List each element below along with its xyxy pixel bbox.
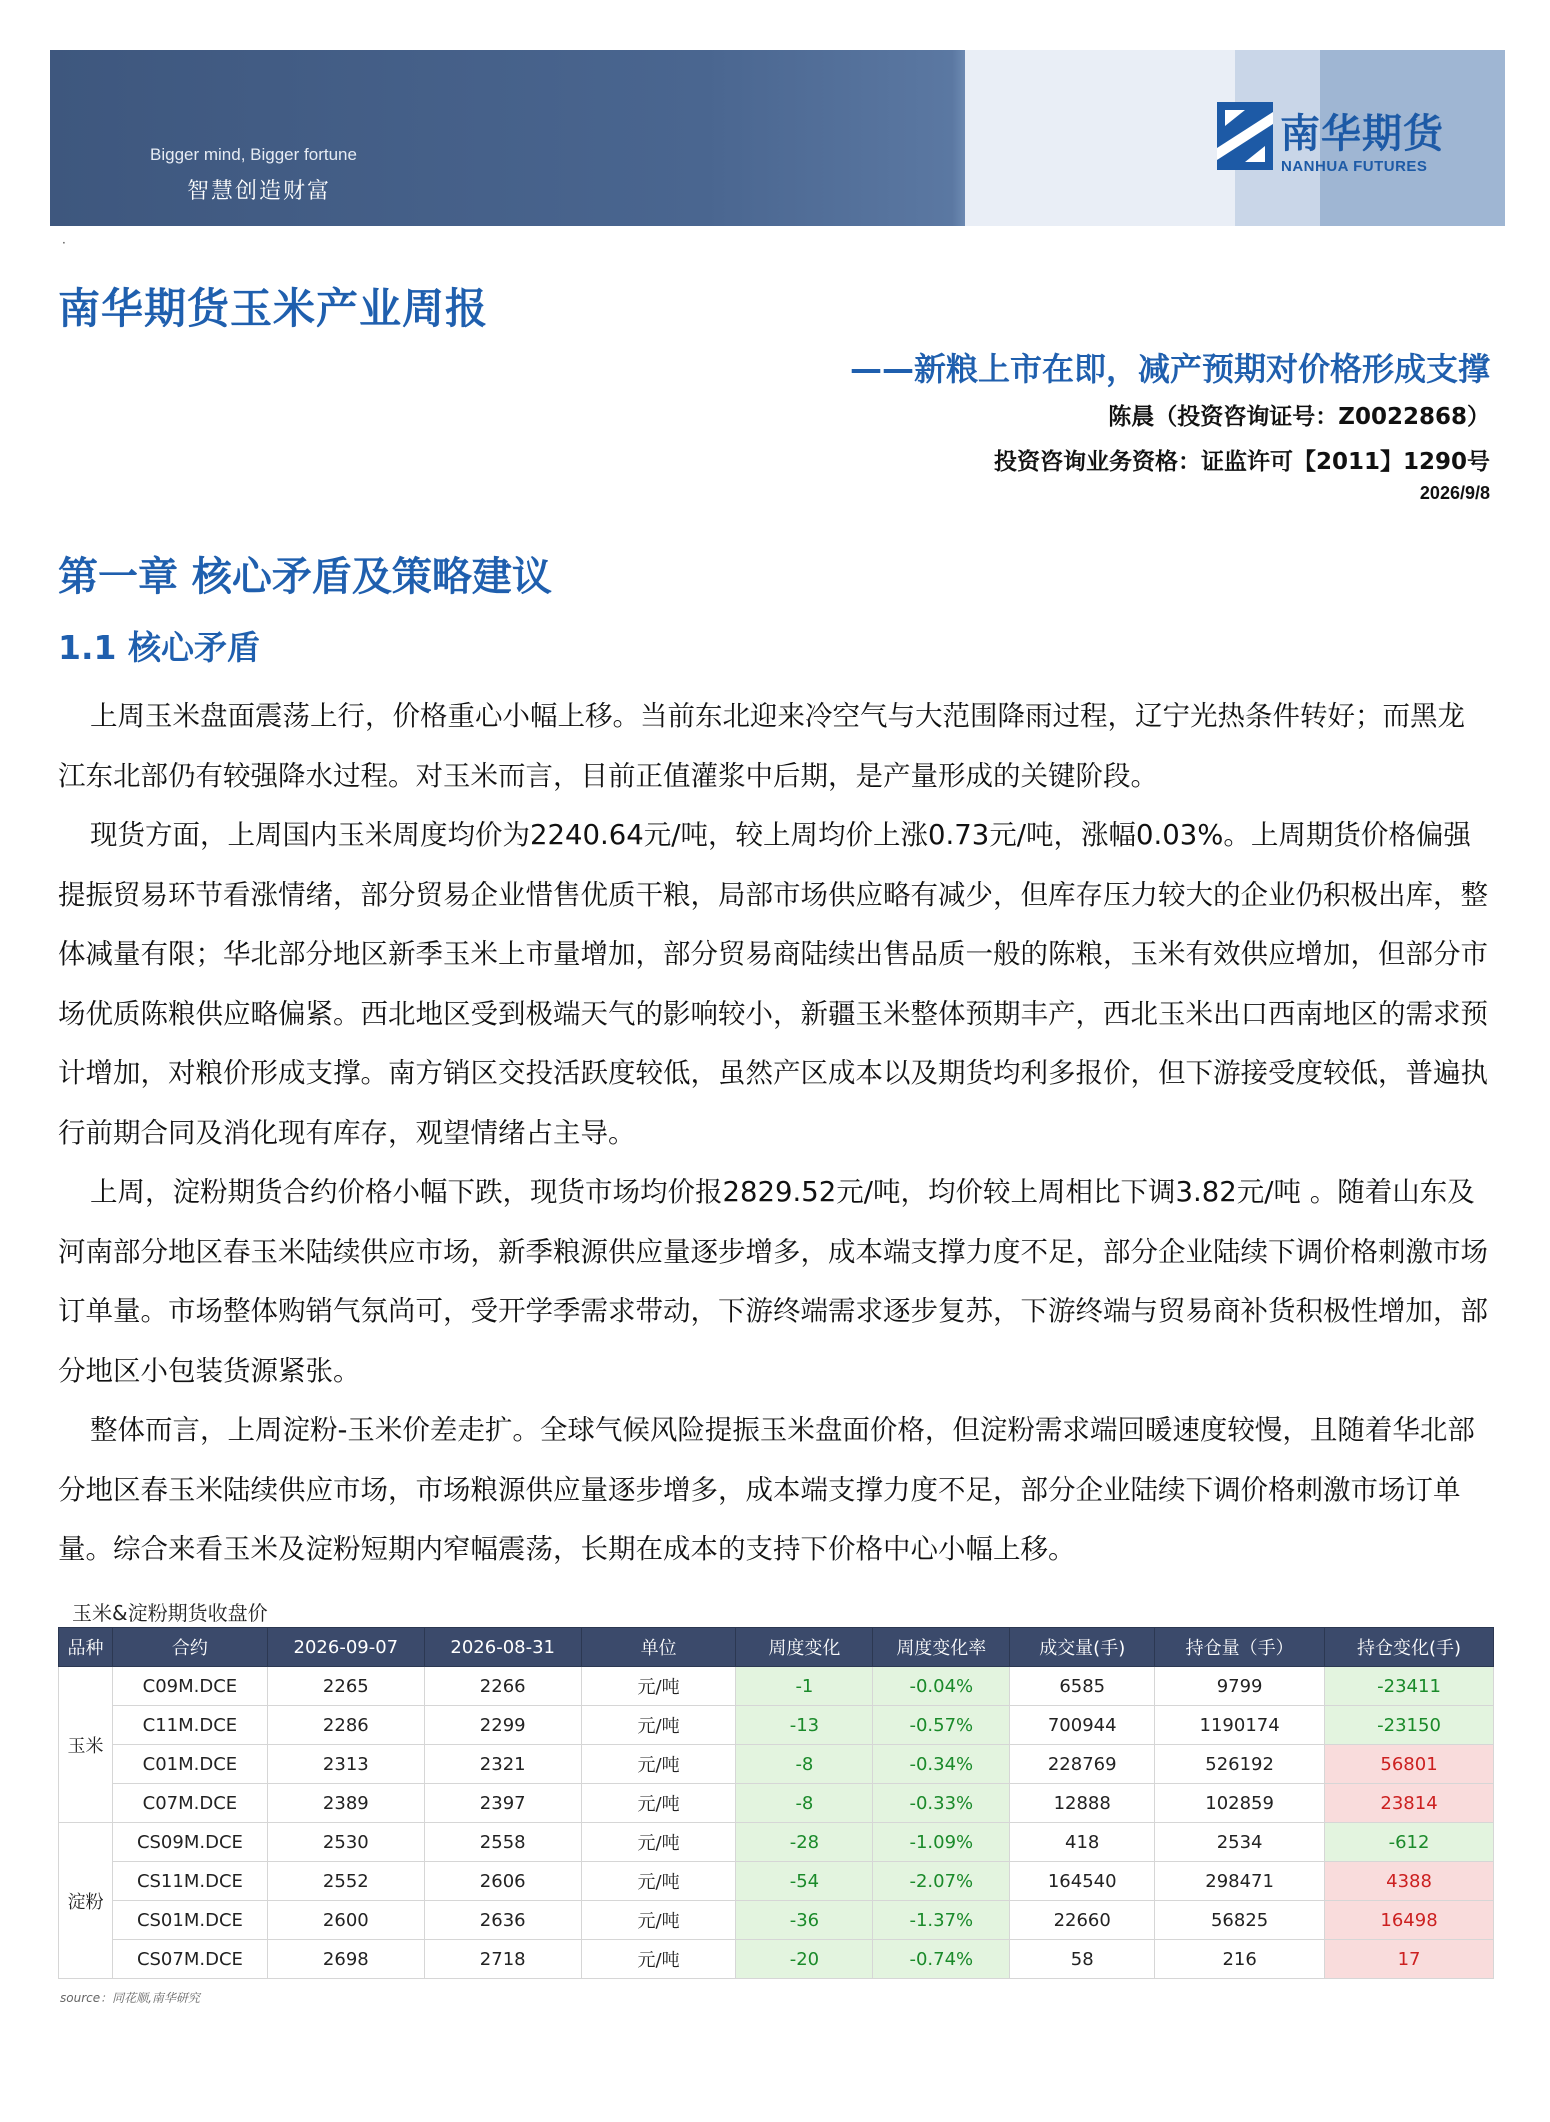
cell-contract: CS01M.DCE [112,1901,267,1940]
cell-contract: C07M.DCE [112,1784,267,1823]
table-title: 玉米&淀粉期货收盘价 [72,1601,268,1625]
cell-chg: -54 [736,1862,873,1901]
futures-price-table [58,1627,1494,1979]
source-note: source：同花顺,南华研究 [60,1991,200,2005]
column-header: 持仓量（手） [1155,1628,1325,1667]
cell-volume: 228769 [1010,1745,1155,1784]
group-label: 玉米 [59,1667,113,1823]
cell-price-prev: 2266 [424,1667,581,1706]
table-row [59,1706,1494,1745]
cell-oi: 9799 [1155,1667,1325,1706]
paragraph: 上周，淀粉期货合约价格小幅下跌，现货市场均价报2829.52元/吨，均价较上周相比下调3.82元/吨 。随着山东及河南部分地区春玉米陆续供应市场，新季粮源供应量逐步增多，成本端支撑力度不足，部分企业陆续下调价格刺激市场订单量。市场整体购销气氛尚可，受开学季需求带动，下游终端需求逐步复苏，下游终端与贸易商补货积极性增加，部分地区小包装货源紧张。 [58,1176,1488,1387]
section-heading: 1.1 核心矛盾 [58,628,260,667]
cell-price-prev: 2636 [424,1901,581,1940]
bullet-mark: · [62,236,66,250]
cell-oi: 526192 [1155,1745,1325,1784]
slogan-chinese: 智慧创造财富 [187,179,332,204]
cell-volume: 700944 [1010,1706,1155,1745]
table-row [59,1823,1494,1862]
cell-chg-pct: -0.34% [873,1745,1010,1784]
column-header: 周度变化率 [873,1628,1010,1667]
cell-oi: 298471 [1155,1862,1325,1901]
cell-unit: 元/吨 [581,1901,736,1940]
cell-oi-chg: 16498 [1325,1901,1494,1940]
cell-chg-pct: -0.57% [873,1706,1010,1745]
paragraph: 整体而言，上周淀粉-玉米价差走扩。全球气候风险提振玉米盘面价格，但淀粉需求端回暖速度较慢，且随着华北部分地区春玉米陆续供应市场，市场粮源供应量逐步增多，成本端支撑力度不足，部分企业陆续下调价格刺激市场订单量。综合来看玉米及淀粉短期内窄幅震荡，长期在成本的支持下价格中心小幅上移。 [58,1414,1475,1565]
cell-oi-chg: 23814 [1325,1784,1494,1823]
cell-price-prev: 2321 [424,1745,581,1784]
cell-price-now: 2530 [267,1823,424,1862]
cell-oi-chg: -23411 [1325,1667,1494,1706]
group-label: 淀粉 [59,1823,113,1979]
cell-chg: -1 [736,1667,873,1706]
cell-chg: -13 [736,1706,873,1745]
cell-oi-chg: 4388 [1325,1862,1494,1901]
cell-oi-chg: 17 [1325,1940,1494,1979]
chapter-heading: 第一章 核心矛盾及策略建议 [58,554,552,600]
cell-price-now: 2313 [267,1745,424,1784]
cell-oi: 2534 [1155,1823,1325,1862]
cell-price-prev: 2606 [424,1862,581,1901]
cell-contract: CS07M.DCE [112,1940,267,1979]
cell-price-now: 2698 [267,1940,424,1979]
column-header: 合约 [112,1628,267,1667]
cell-price-now: 2265 [267,1667,424,1706]
report-date: 2026/9/8 [1419,483,1490,503]
cell-chg-pct: -1.09% [873,1823,1010,1862]
paragraph: 现货方面，上周国内玉米周度均价为2240.64元/吨，较上周均价上涨0.73元/吨，涨幅0.03%。上周期货价格偏强提振贸易环节看涨情绪，部分贸易企业惜售优质干粮，局部市场供应略有减少，但库存压力较大的企业仍积极出库，整体减量有限；华北部分地区新季玉米上市量增加，部分贸易商陆续出售品质一般的陈粮，玉米有效供应增加，但部分市场优质陈粮供应略偏紧。西北地区受到极端天气的影响较小，新疆玉米整体预期丰产，西北玉米出口西南地区的需求预计增加，对粮价形成支撑。南方销区交投活跃度较低，虽然产区成本以及期货均利多报价，但下游接受度较低，普遍执行前期合同及消化现有库存，观望情绪占主导。 [58,819,1488,1149]
cell-price-now: 2600 [267,1901,424,1940]
column-header: 2026-08-31 [424,1628,581,1667]
cell-contract: C01M.DCE [112,1745,267,1784]
column-header: 周度变化 [736,1628,873,1667]
cell-unit: 元/吨 [581,1940,736,1979]
cell-price-prev: 2299 [424,1706,581,1745]
cell-chg-pct: -0.04% [873,1667,1010,1706]
column-header: 单位 [581,1628,736,1667]
logo-text-cn: 南华期货 [1280,111,1444,157]
cell-chg: -8 [736,1745,873,1784]
cell-oi: 216 [1155,1940,1325,1979]
cell-price-now: 2552 [267,1862,424,1901]
table-row [59,1862,1494,1901]
table-row [59,1940,1494,1979]
table-row [59,1784,1494,1823]
cell-contract: C09M.DCE [112,1667,267,1706]
cell-oi-chg: 56801 [1325,1745,1494,1784]
cell-unit: 元/吨 [581,1823,736,1862]
cell-unit: 元/吨 [581,1745,736,1784]
cell-volume: 22660 [1010,1901,1155,1940]
cell-unit: 元/吨 [581,1784,736,1823]
table-row [59,1667,1494,1706]
banner-stripe [965,50,1235,226]
cell-chg-pct: -2.07% [873,1862,1010,1901]
cell-price-now: 2286 [267,1706,424,1745]
slogan-english: Bigger mind, Bigger fortune [150,145,357,164]
cell-oi: 1190174 [1155,1706,1325,1745]
cell-oi-chg: -612 [1325,1823,1494,1862]
cell-unit: 元/吨 [581,1862,736,1901]
cell-price-prev: 2558 [424,1823,581,1862]
column-header: 品种 [59,1628,113,1667]
cell-chg: -20 [736,1940,873,1979]
cell-price-prev: 2397 [424,1784,581,1823]
table-row [59,1901,1494,1940]
report-title: 南华期货玉米产业周报 [58,284,489,333]
column-header: 2026-09-07 [267,1628,424,1667]
cell-unit: 元/吨 [581,1667,736,1706]
cell-chg-pct: -0.74% [873,1940,1010,1979]
cell-price-now: 2389 [267,1784,424,1823]
cell-contract: CS11M.DCE [112,1862,267,1901]
author-line: 陈晨（投资咨询证号：Z0022868） [1108,404,1490,430]
cell-chg: -36 [736,1901,873,1940]
cell-contract: CS09M.DCE [112,1823,267,1862]
cell-oi-chg: -23150 [1325,1706,1494,1745]
cell-volume: 6585 [1010,1667,1155,1706]
report-subtitle: ——新粮上市在即，减产预期对价格形成支撑 [849,350,1490,388]
cell-volume: 418 [1010,1823,1155,1862]
column-header: 持仓变化(手) [1325,1628,1494,1667]
cell-unit: 元/吨 [581,1706,736,1745]
cell-volume: 58 [1010,1940,1155,1979]
paragraph: 上周玉米盘面震荡上行，价格重心小幅上移。当前东北迎来冷空气与大范围降雨过程，辽宁光热条件转好；而黑龙江东北部仍有较强降水过程。对玉米而言，目前正值灌浆中后期，是产量形成的关键阶段。 [58,700,1465,792]
column-header: 成交量(手) [1010,1628,1155,1667]
nanhua-logo-icon [1215,100,1275,172]
cell-chg-pct: -0.33% [873,1784,1010,1823]
table-header-row [59,1628,1494,1667]
header-banner [50,50,1505,226]
table-row [59,1745,1494,1784]
license-line: 投资咨询业务资格：证监许可【2011】1290号 [993,449,1490,475]
cell-chg-pct: -1.37% [873,1901,1010,1940]
cell-chg: -28 [736,1823,873,1862]
cell-volume: 12888 [1010,1784,1155,1823]
logo-text-en: NANHUA FUTURES [1281,158,1428,175]
cell-chg: -8 [736,1784,873,1823]
cell-price-prev: 2718 [424,1940,581,1979]
cell-volume: 164540 [1010,1862,1155,1901]
cell-oi: 56825 [1155,1901,1325,1940]
cell-oi: 102859 [1155,1784,1325,1823]
cell-contract: C11M.DCE [112,1706,267,1745]
